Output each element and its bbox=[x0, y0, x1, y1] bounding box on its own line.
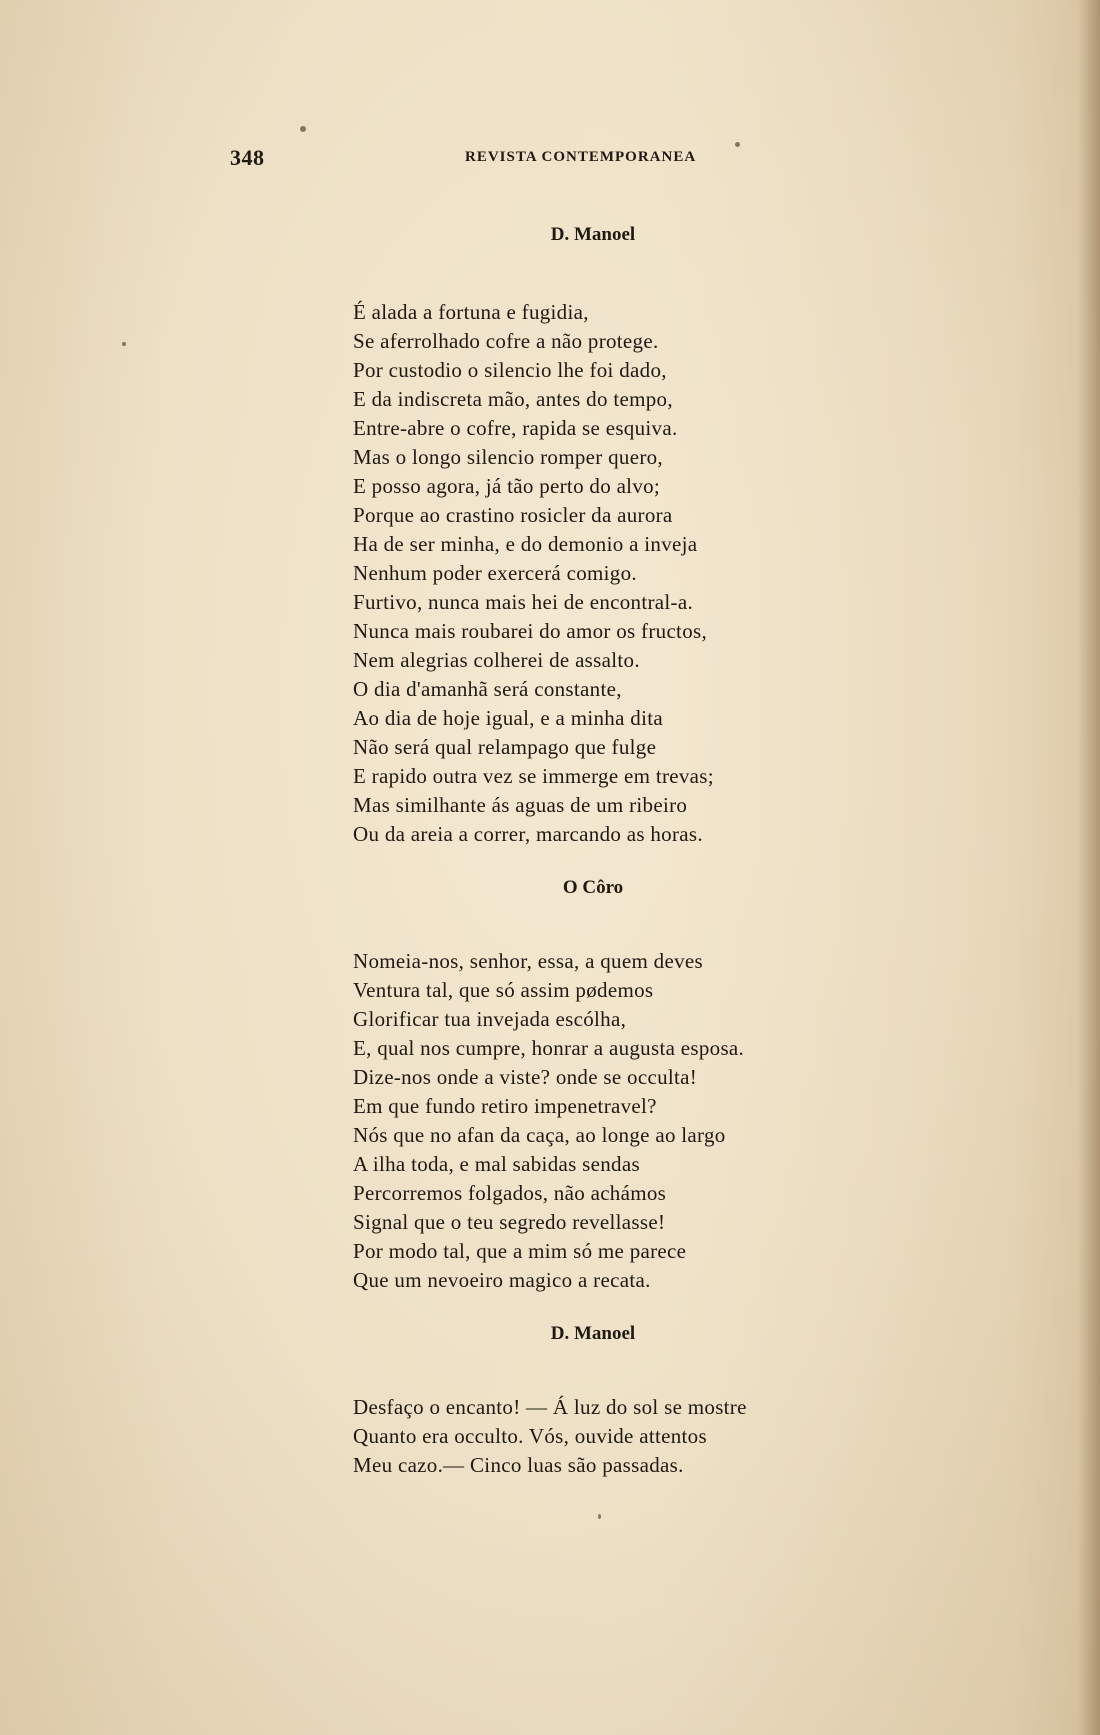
verse-line: Ventura tal, que só assim pødemos bbox=[353, 978, 654, 1002]
page-edge-shadow bbox=[1078, 0, 1100, 1735]
verse-line: Nenhum poder exercerá comigo. bbox=[353, 561, 637, 585]
verse-line: Mas o longo silencio romper quero, bbox=[353, 445, 663, 469]
verse-line: Furtivo, nunca mais hei de encontral-a. bbox=[353, 590, 694, 614]
speech-section-dom-manoel-2 bbox=[353, 1319, 873, 1480]
page-header bbox=[230, 145, 710, 175]
verse-line: Nunca mais roubarei do amor os fructos, bbox=[353, 619, 708, 643]
verse-line: Nomeia-nos, senhor, essa, a quem deves bbox=[353, 949, 703, 973]
running-head: REVISTA CONTEMPORANEA bbox=[465, 149, 697, 165]
ink-speck bbox=[598, 1514, 601, 1519]
verse-line: Ha de ser minha, e do demonio a inveja bbox=[353, 532, 698, 556]
speaker-heading: D. Manoel bbox=[550, 224, 636, 245]
verse-line: É alada a fortuna e fugidia, bbox=[353, 300, 589, 324]
poem-body bbox=[353, 220, 873, 1480]
verse-line: Nós que no afan da caça, ao longe ao largo bbox=[353, 1123, 726, 1147]
verse-line: E da indiscreta mão, antes do tempo, bbox=[353, 387, 673, 411]
verse-line: Porque ao crastino rosicler da aurora bbox=[353, 503, 673, 527]
verse-line: Percorremos folgados, não achámos bbox=[353, 1181, 667, 1205]
verse-line: Desfaço o encanto! — Á luz do sol se mostre bbox=[353, 1395, 747, 1419]
verse-list bbox=[353, 947, 873, 1295]
verse-line: Glorificar tua invejada escólha, bbox=[353, 1007, 627, 1031]
ink-speck bbox=[300, 126, 306, 132]
verse-line: Signal que o teu segredo revellasse! bbox=[353, 1210, 666, 1234]
verse-line: A ilha toda, e mal sabidas sendas bbox=[353, 1152, 640, 1176]
speech-section-dom-manoel-1 bbox=[353, 220, 873, 849]
verse-line: Em que fundo retiro impenetravel? bbox=[353, 1094, 657, 1118]
verse-line: Que um nevoeiro magico a recata. bbox=[353, 1268, 651, 1292]
verse-list bbox=[353, 1393, 873, 1480]
page-number: 348 bbox=[230, 145, 265, 170]
verse-line: E rapido outra vez se immerge em trevas; bbox=[353, 764, 714, 788]
verse-line: Nem alegrias colherei de assalto. bbox=[353, 648, 640, 672]
verse-line: Por custodio o silencio lhe foi dado, bbox=[353, 358, 667, 382]
verse-line: O dia d'amanhã será constante, bbox=[353, 677, 622, 701]
speaker-heading: D. Manoel bbox=[550, 1323, 636, 1344]
verse-line: Ou da areia a correr, marcando as horas. bbox=[353, 822, 703, 846]
speaker-heading: O Côro bbox=[562, 877, 624, 898]
verse-line: E, qual nos cumpre, honrar a augusta esposa. bbox=[353, 1036, 745, 1060]
verse-line: Se aferrolhado cofre a não protege. bbox=[353, 329, 659, 353]
verse-line: Ao dia de hoje igual, e a minha dita bbox=[353, 706, 663, 730]
verse-line: Não será qual relampago que fulge bbox=[353, 735, 657, 759]
verse-line: Dize-nos onde a viste? onde se occulta! bbox=[353, 1065, 698, 1089]
verse-line: E posso agora, já tão perto do alvo; bbox=[353, 474, 661, 498]
verse-line: Por modo tal, que a mim só me parece bbox=[353, 1239, 687, 1263]
verse-line: Quanto era occulto. Vós, ouvide attentos bbox=[353, 1424, 707, 1448]
ink-speck bbox=[735, 142, 740, 147]
verse-list bbox=[353, 298, 873, 849]
speech-section-coro bbox=[353, 873, 873, 1295]
verse-line: Meu cazo.— Cinco luas são passadas. bbox=[353, 1453, 684, 1477]
ink-speck bbox=[122, 342, 126, 346]
verse-line: Mas similhante ás aguas de um ribeiro bbox=[353, 793, 688, 817]
verse-line: Entre-abre o cofre, rapida se esquiva. bbox=[353, 416, 678, 440]
